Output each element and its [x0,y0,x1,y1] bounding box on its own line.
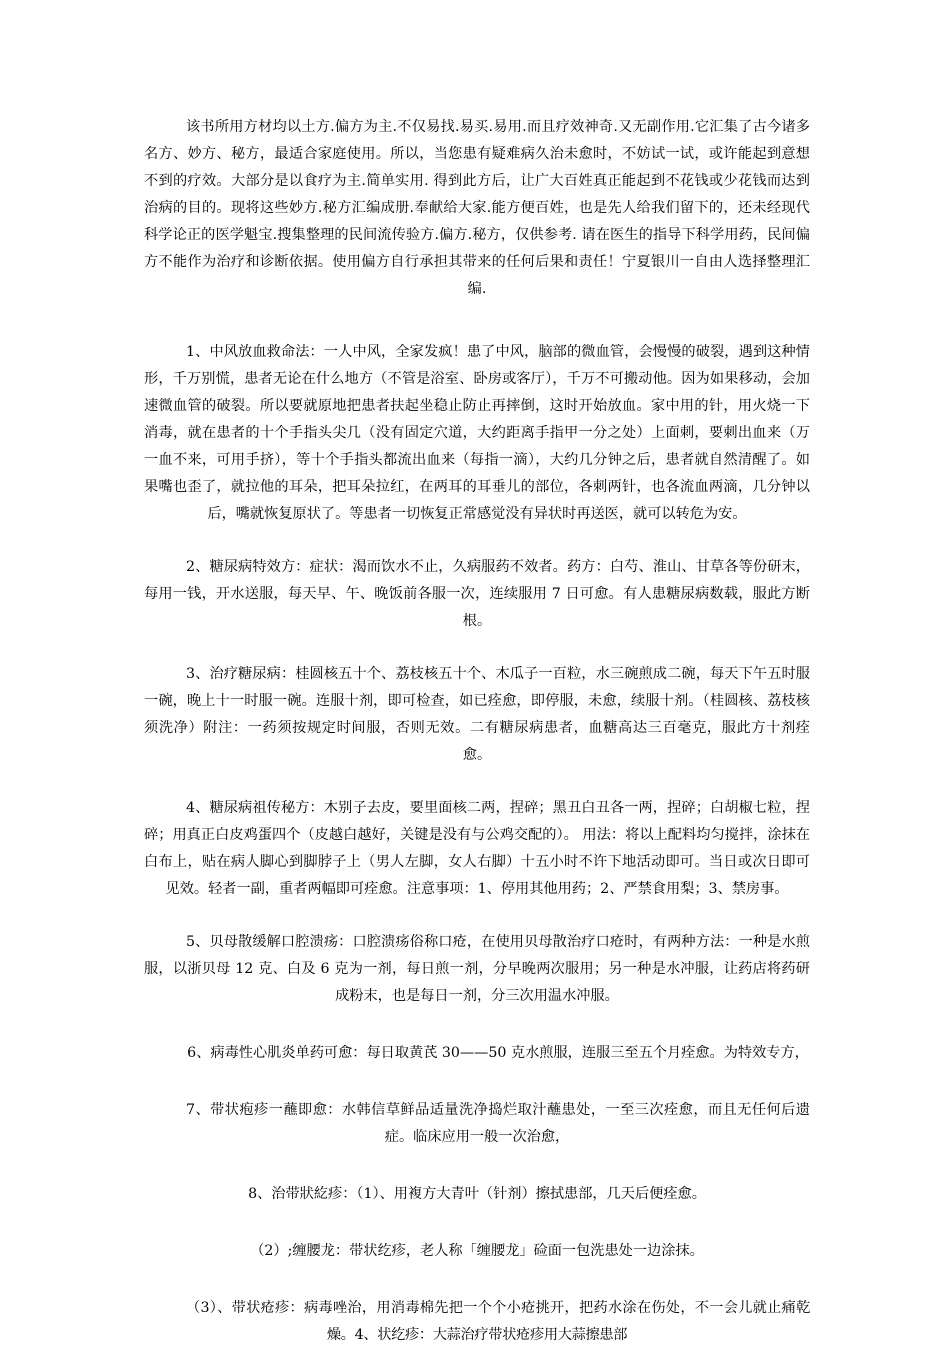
intro-paragraph: 该书所用方材均以土方.偏方为主.不仅易找.易买.易用.而且疗效神奇.又无副作用.它汇集了古今诸多名方、妙方、秘方，最适合家庭使用。所以，当您患有疑难病久治未愈时，不妨试一试，或许能起到意想不到的疗效。大部分是以食疗为主.简单实用. 得到此方后，让广大百姓真正能起到不花钱或少花钱而达到治病的目的。现将这些妙方.秘方汇编成册.奉献给大家.能方便百姓，也是先人给我们留下的，还未经现代科学论正的医学魁宝.搜集整理的民间流传验方.偏方.秘方，仅供参考. 请在医生的指导下科学用药，民间偏方不能作为治疗和诊断依据。使用偏方自行承担其带来的任何后果和责任！宁夏银川一自由人选择整理汇编. [144,119,810,297]
section-paragraph-2: 2、糖尿病特效方：症状：渴而饮水不止，久病服药不效者。药方：白芍、淮山、甘草各等份研末，每用一钱，开水送服，每天早、午、晚饭前各服一次，连续服用 7 日可愈。有人患糖尿病数载，服此方断根。 [144,559,810,629]
section-paragraph-10: （3）、带状疮疹：病毒唑治，用消毒棉先把一个个小疮挑开，把药水涂在伤处，不一会儿就止痛乾燥。4、状纥疹：大蒜治疗带状疮疹用大蒜擦患部 [186,1300,810,1343]
section-paragraph-3: 3、治疗糖尿病：桂圆核五十个、荔枝核五十个、木瓜子一百粒，水三碗煎成二碗，每天下午五时服一碗，晚上十一时服一碗。连服十剂，即可检查，如已痊愈，即停服，未愈，续服十剂。（桂圆核、荔枝核须洗净）附注：一药须按规定时间服，否则无效。二有糖尿病患者，血糖高达三百毫克，服此方十剂痊愈。 [144,666,810,763]
section-paragraph-5: 5、贝母散缓解口腔溃疡：口腔溃疡俗称口疮，在使用贝母散治疗口疮时，有两种方法：一种是水煎服，以浙贝母 12 克、白及 6 克为一剂，每日煎一剂，分早晚两次服用；另一种是水冲服，让药店将药研成粉末，也是每日一剂，分三次用温水冲服。 [144,934,810,1004]
section-paragraph-9: （2）;缠腰龙：带状纥疹，老人称「缠腰龙」硷面一包洗患处一边涂抹。 [250,1243,704,1259]
section-paragraph-6: 6、病毒性心肌炎单药可愈：每日取黄芪 30——50 克水煎服，连服三至五个月痊愈。为特效专方， [187,1045,809,1061]
section-paragraph-7: 7、带状疱疹一蘸即愈：水韩信草鲜品适量洗净捣烂取汁蘸患处，一至三次痊愈，而且无任何后遗症。临床应用一般一次治愈， [186,1102,810,1145]
document-body [144,114,810,1349]
section-paragraph-8: 8、治带狀紇疹：（1）、用複方大青叶（针剂）擦拭患部，几天后便痊愈。 [248,1186,706,1202]
section-paragraph-4: 4、糖尿病祖传秘方：木别子去皮，要里面核二两，捏碎；黑丑白丑各一两，捏碎；白胡椒七粒，捏碎；用真正白皮鸡蛋四个（皮越白越好，关键是没有与公鸡交配的）。 用法：将以上配料均匀搅拌，涂抹在白布上，贴在病人脚心到脚脖子上（男人左脚，女人右脚）十五小时不许下地活动即可。当日或次日即可见效。轻者一副，重者两幅即可痊愈。注意事项：1、停用其他用药；2、严禁食用梨；3、禁房事。 [144,800,810,897]
section-paragraph-1: 1、中风放血救命法：一人中风，全家发疯！患了中风，脑部的微血管，会慢慢的破裂，遇到这种情形，千万别慌，患者无论在什么地方（不管是浴室、卧房或客厅），千万不可搬动他。因为如果移动，会加速微血管的破裂。所以要就原地把患者扶起坐稳止防止再摔倒，这时开始放血。家中用的针，用火烧一下消毒，就在患者的十个手指头尖几（没有固定穴道，大约距离手指甲一分之处）上面刺，要刺出血来（万一血不来，可用手挤），等十个手指头都流出血来（每指一滴），大约几分钟之后，患者就自然清醒了。如果嘴也歪了，就拉他的耳朵，把耳朵拉红，在两耳的耳垂儿的部位，各刺两针，也各流血两滴，几分钟以后，嘴就恢复原状了。等患者一切恢复正常感觉没有异状时再送医，就可以转危为安。 [144,344,810,522]
